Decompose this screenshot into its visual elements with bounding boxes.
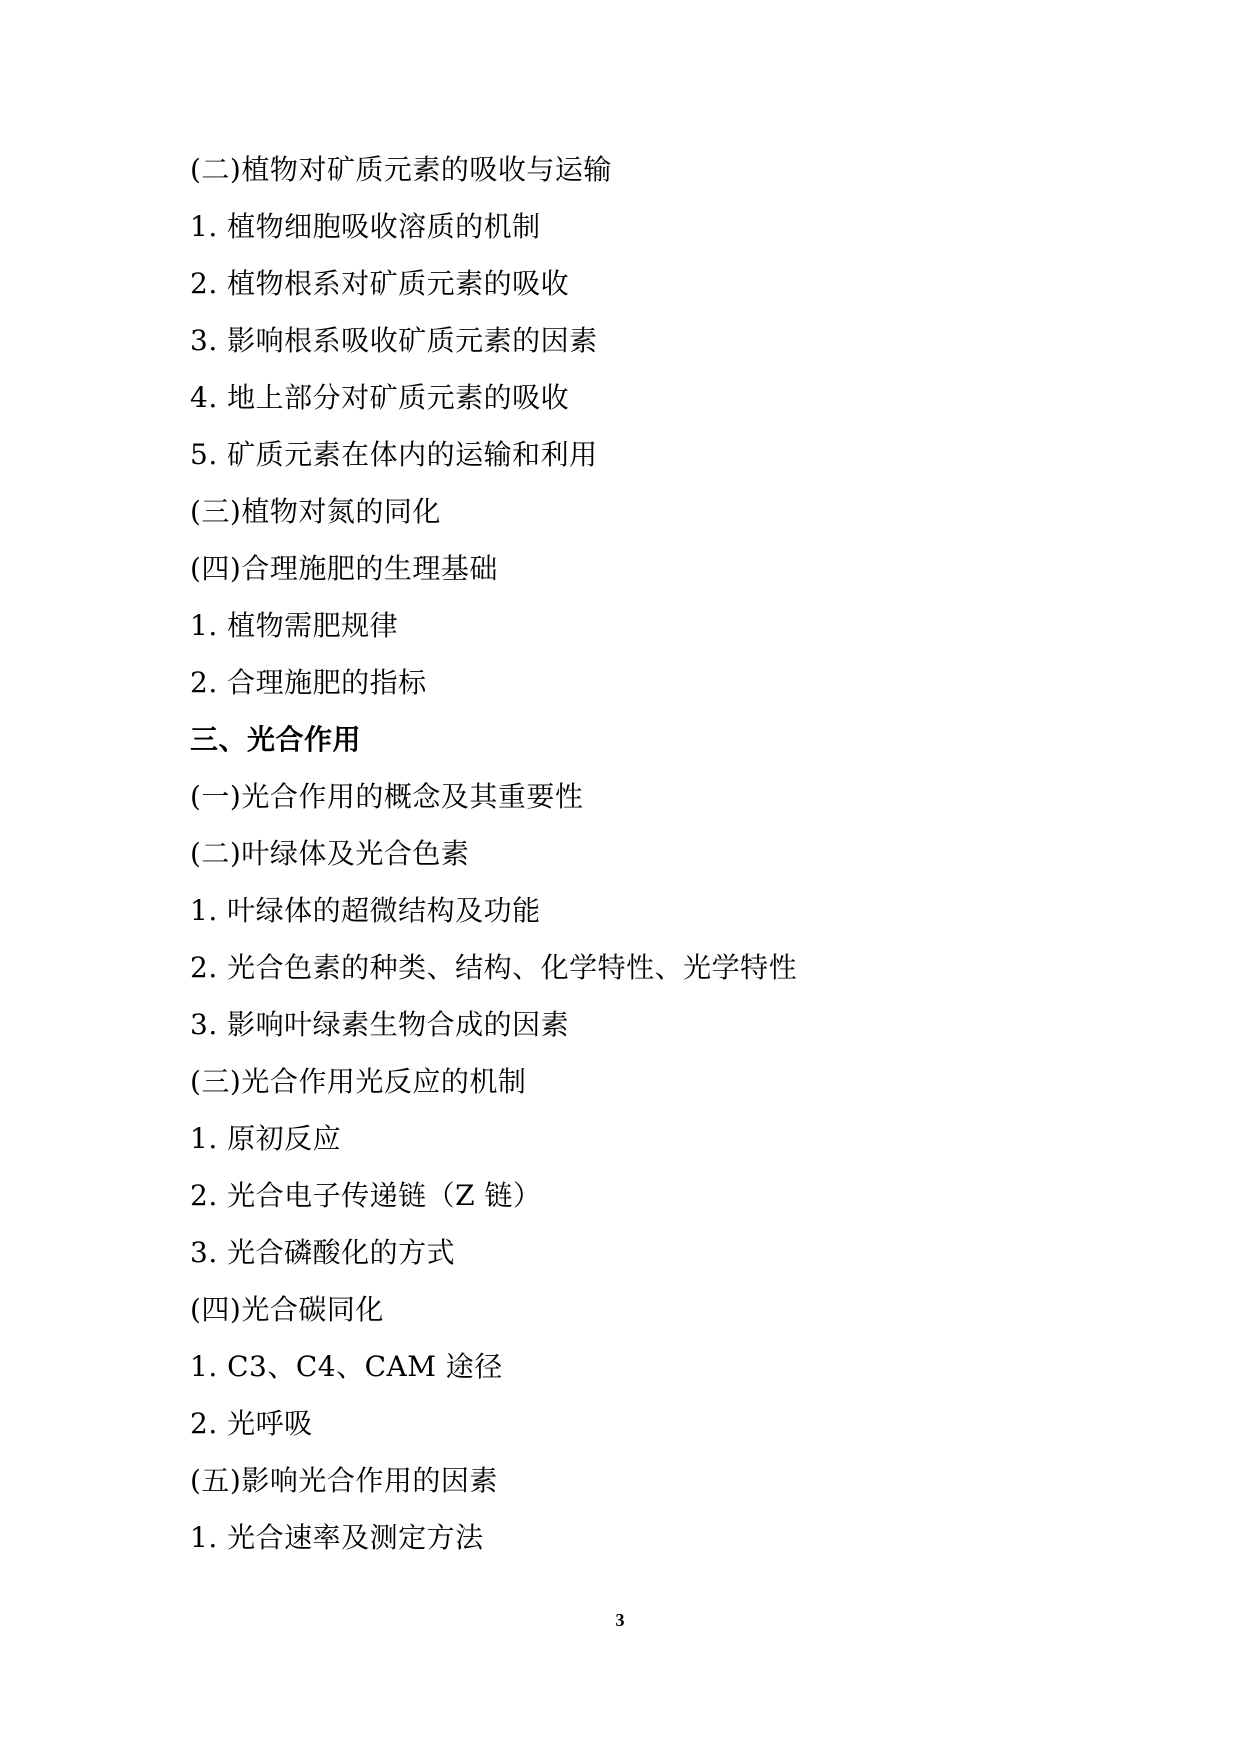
syllabus-outline [190,141,797,1566]
subsection-title: (三)光合作用光反应的机制 [190,1065,527,1098]
outline-item: 4. 地上部分对矿质元素的吸收 [190,381,570,414]
outline-item: 1. 光合速率及测定方法 [190,1521,484,1554]
outline-item: 1. 植物细胞吸收溶质的机制 [190,210,541,243]
outline-item: 1. 原初反应 [190,1122,342,1155]
outline-item: 2. 光合电子传递链（Z 链） [190,1179,542,1212]
outline-item: 2. 光合色素的种类、结构、化学特性、光学特性 [190,951,798,984]
outline-item: 1. C3、C4、CAM 途径 [190,1350,503,1383]
outline-item: 3. 影响叶绿素生物合成的因素 [190,1008,570,1041]
outline-item: 2. 光呼吸 [190,1407,313,1440]
outline-item: 1. 植物需肥规律 [190,609,399,642]
outline-item: 2. 植物根系对矿质元素的吸收 [190,267,570,300]
subsection-title: (二)叶绿体及光合色素 [190,837,470,870]
outline-item: 2. 合理施肥的指标 [190,666,427,699]
outline-item: 3. 光合磷酸化的方式 [190,1236,456,1269]
subsection-title: (三)植物对氮的同化 [190,495,441,528]
section-heading: 三、光合作用 [190,723,362,756]
outline-item: 5. 矿质元素在体内的运输和利用 [190,438,598,471]
subsection-title: (四)光合碳同化 [190,1293,384,1326]
subsection-title: (一)光合作用的概念及其重要性 [190,780,584,813]
outline-item: 1. 叶绿体的超微结构及功能 [190,894,541,927]
subsection-title: (二)植物对矿质元素的吸收与运输 [190,153,612,186]
page-number: 3 [615,1610,625,1630]
subsection-title: (五)影响光合作用的因素 [190,1464,498,1497]
subsection-title: (四)合理施肥的生理基础 [190,552,498,585]
outline-item: 3. 影响根系吸收矿质元素的因素 [190,324,598,357]
